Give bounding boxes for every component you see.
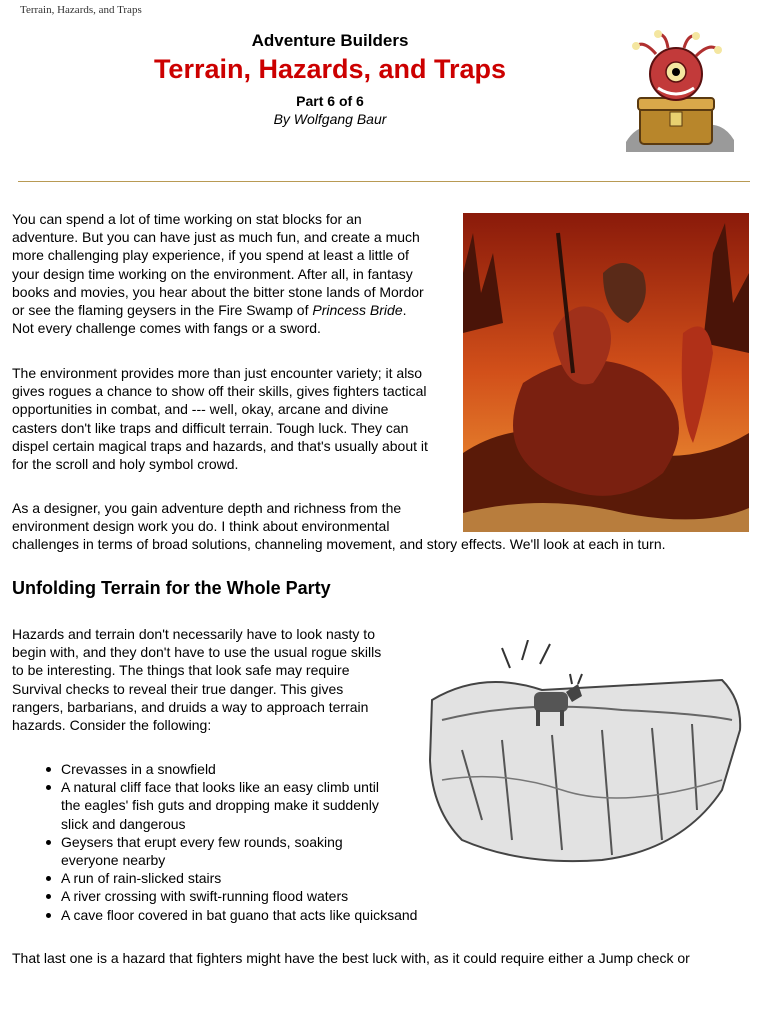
list-item: A natural cliff face that looks like an easy climb until the eagles' fish guts and dropping make it suddenly slick and dangerous [61, 778, 481, 833]
byline: By Wolfgang Baur [273, 111, 387, 127]
hazards-paragraph: Hazards and terrain don't necessarily have to look nasty to begin with, and they don't have to use the usual rogue skills to be interesting. The things that look safe may require Survival checks to reveal their true danger. This gives rangers, barbarians, and druids a way to approach terrain hazards. Consider the following: [12, 626, 382, 734]
list-item: A run of rain-slicked stairs [61, 869, 481, 887]
part-label: Part 6 of 6 [296, 93, 364, 109]
page-title: Terrain, Hazards, and Traps [153, 54, 507, 84]
page-header: Terrain, Hazards, and Traps [20, 4, 142, 16]
list-item: A cave floor covered in bat guano that acts like quicksand [61, 906, 481, 924]
list-item: Crevasses in a snowfield [61, 760, 481, 778]
designer-paragraph: As a designer, you gain adventure depth and richness from the environment design work you do. I think about environmental challenges in terms of broad solutions, channeling movement, and story effects. We'll look at each in turn. [12, 500, 666, 553]
intro-paragraph: You can spend a lot of time working on stat blocks for an adventure. But you can have just as much fun, and create a much more challenging play experience, if you spend at least a little of your design time working on the environment. After all, in fantasy books and movies, you hear about the bitter stone lands of Mordor or see the flaming geysers in the Fire Swamp of Princess Bride. Not every challenge comes with fangs or a sword. [12, 211, 424, 337]
beholder-mascot-image [618, 30, 738, 152]
closing-paragraph: That last one is a hazard that fighters might have the best luck with, as it could require either a Jump check or [12, 950, 690, 966]
environment-paragraph: The environment provides more than just encounter variety; it also gives rogues a chance to show off their skills, gives fighters tactical opportunities in combat, and --- well, okay, arcane and divine casters don't like traps and difficult terrain. Tough luck. They can dispel certain magical traps and hazards, and that's usually about it for the scroll and holy symbol crowd. [12, 365, 428, 473]
fire-swamp-illustration [463, 213, 749, 532]
list-item: Geysers that erupt every few rounds, soaking everyone nearby [61, 833, 481, 869]
header-divider [18, 181, 750, 182]
series-title: Adventure Builders [251, 31, 409, 50]
section-heading: Unfolding Terrain for the Whole Party [12, 578, 331, 598]
list-item: A river crossing with swift-running flood waters [61, 887, 481, 905]
hazards-list [12, 760, 481, 924]
title-block [0, 30, 660, 128]
